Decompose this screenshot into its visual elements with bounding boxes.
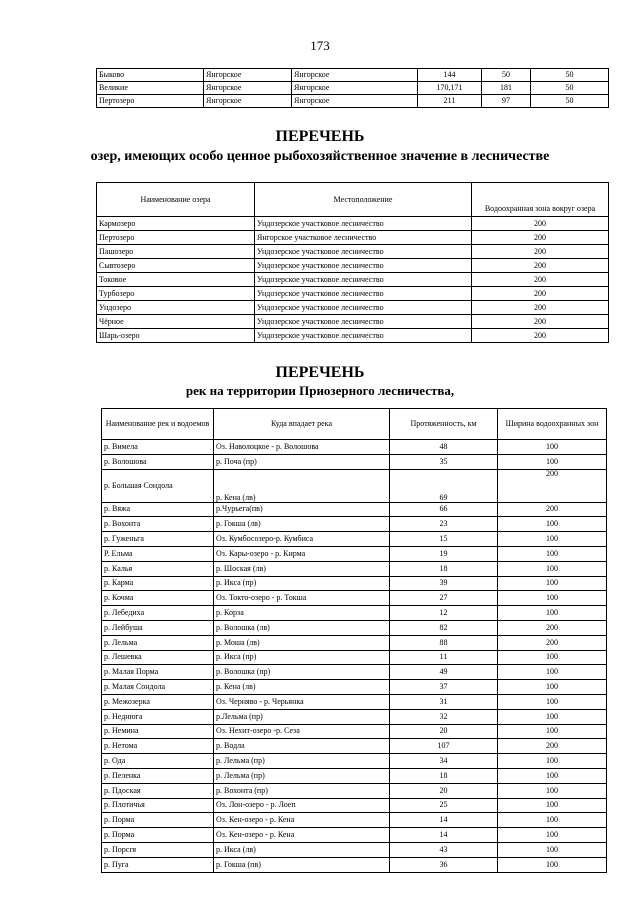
rivers-table-cell: 100 (498, 828, 607, 843)
rivers-table-cell: р. Гуженьга (102, 532, 214, 547)
rivers-table-cell: Оз. Наволоцкое - р. Волошова (214, 440, 390, 455)
lakes-header-row (97, 183, 609, 217)
lakes-table-cell: 200 (472, 217, 609, 231)
rivers-table-row (102, 469, 607, 502)
rivers-table-cell: 14 (390, 828, 498, 843)
rivers-table-cell: 18 (390, 561, 498, 576)
rivers-table-cell: Р. Ельма (102, 546, 214, 561)
lakes-table-cell: Пашозеро (97, 245, 255, 259)
rivers-table-row (102, 454, 607, 469)
rivers-table-cell: 82 (390, 620, 498, 635)
rivers-table-cell: р. Пуга (102, 857, 214, 872)
lakes-table-cell: 200 (472, 273, 609, 287)
rivers-table-cell: 100 (498, 768, 607, 783)
rivers-table-row (102, 739, 607, 754)
page-number: 173 (310, 38, 330, 53)
lakes-table (96, 182, 609, 343)
rivers-table-cell: 100 (498, 454, 607, 469)
lakes-header-zone: Водоохранная зона вокруг озера (472, 183, 609, 217)
top-table-cell: 50 (482, 69, 531, 82)
rivers-table-cell: 88 (390, 635, 498, 650)
rivers-header-width: Ширина водоохранных зон (498, 409, 607, 440)
rivers-table-cell: р.Лельма (пр) (214, 709, 390, 724)
rivers-table-cell: 200 (498, 635, 607, 650)
rivers-table-cell: 11 (390, 650, 498, 665)
rivers-table-cell: 200 (498, 469, 607, 502)
rivers-table-cell: 39 (390, 576, 498, 591)
lakes-table-cell: Янгорское участковое лесничество (255, 231, 472, 245)
lakes-table-cell: Ундозерское участковое лесничество (255, 273, 472, 287)
lakes-table-row (97, 245, 609, 259)
lakes-title: ПЕРЕЧЕНЬ (275, 128, 365, 145)
rivers-table-cell: 43 (390, 842, 498, 857)
rivers-table-cell: 100 (498, 546, 607, 561)
rivers-table-cell: Оз. Нехит-озеро -р. Сеза (214, 724, 390, 739)
rivers-table-cell: р. Немина (102, 724, 214, 739)
rivers-table-cell: р. Лельма (102, 635, 214, 650)
rivers-table-cell: р. Икса (пр) (214, 576, 390, 591)
rivers-table-cell: 100 (498, 709, 607, 724)
rivers-table-cell: р. Карма (102, 576, 214, 591)
rivers-table-cell: р. Лейбуша (102, 620, 214, 635)
rivers-table-row (102, 502, 607, 517)
lakes-table-cell: Ундозерское участковое лесничество (255, 301, 472, 315)
lakes-table-row (97, 231, 609, 245)
rivers-table-cell: 100 (498, 665, 607, 680)
lakes-table-cell: Кармозеро (97, 217, 255, 231)
rivers-table-cell: 200 (498, 502, 607, 517)
rivers-table-cell: р. Плотичья (102, 798, 214, 813)
rivers-table-cell: р. Межозерка (102, 694, 214, 709)
rivers-table-cell: р. Лельма (пр) (214, 768, 390, 783)
rivers-table-cell: р. Нетома (102, 739, 214, 754)
rivers-table-cell: р. Волошка (лв) (214, 620, 390, 635)
top-table-row (97, 69, 609, 82)
rivers-table-cell: р. Гокша (пв) (214, 857, 390, 872)
top-table-cell: Янгорское (204, 95, 292, 108)
lakes-table-cell: Ундозерское участковое лесничество (255, 245, 472, 259)
rivers-table-cell: 66 (390, 502, 498, 517)
lakes-table-row (97, 301, 609, 315)
rivers-table-row (102, 665, 607, 680)
rivers-table-cell: 20 (390, 724, 498, 739)
rivers-table-cell: 49 (390, 665, 498, 680)
rivers-table-row (102, 754, 607, 769)
rivers-table-row (102, 532, 607, 547)
rivers-table-cell: 20 (390, 783, 498, 798)
rivers-table-cell: 48 (390, 440, 498, 455)
rivers-table-row (102, 694, 607, 709)
lakes-table-cell: 200 (472, 315, 609, 329)
rivers-table-row (102, 440, 607, 455)
top-table-cell: Янгорское (292, 95, 418, 108)
rivers-table-cell: р. Вяжа (102, 502, 214, 517)
top-table-row (97, 95, 609, 108)
rivers-table-row (102, 576, 607, 591)
rivers-table-row (102, 724, 607, 739)
lakes-table-row (97, 259, 609, 273)
rivers-table-cell: р. Икса (лв) (214, 842, 390, 857)
rivers-table-row (102, 813, 607, 828)
lakes-table-cell: Пертозеро (97, 231, 255, 245)
rivers-table-cell: р. Гокша (лв) (214, 517, 390, 532)
top-table-cell: Янгорское (292, 69, 418, 82)
rivers-table-cell: р. Кена (лв) (214, 680, 390, 695)
rivers-table-cell: 100 (498, 798, 607, 813)
lakes-table-row (97, 273, 609, 287)
rivers-table-cell: 100 (498, 440, 607, 455)
rivers-table-row (102, 798, 607, 813)
rivers-header-mouth: Куда впадает река (214, 409, 390, 440)
top-table-cell: 211 (418, 95, 482, 108)
top-table-cell: Янгорское (204, 69, 292, 82)
rivers-table-cell: 100 (498, 857, 607, 872)
rivers-table-row (102, 650, 607, 665)
lakes-table-cell: Турбозеро (97, 287, 255, 301)
rivers-table-cell: 25 (390, 798, 498, 813)
lakes-table-cell: 200 (472, 231, 609, 245)
top-table-cell: Быково (97, 69, 204, 82)
lakes-table-cell: 200 (472, 287, 609, 301)
lakes-table-row (97, 315, 609, 329)
rivers-table-cell: 15 (390, 532, 498, 547)
rivers-table-cell: р. Волошка (пр) (214, 665, 390, 680)
lakes-table-cell: Токовое (97, 273, 255, 287)
top-table (96, 68, 609, 108)
rivers-table-cell: 100 (498, 561, 607, 576)
rivers-table-cell: 18 (390, 768, 498, 783)
rivers-title: ПЕРЕЧЕНЬ (275, 364, 365, 381)
lakes-table-row (97, 217, 609, 231)
rivers-table-cell: 69 (390, 469, 498, 502)
top-table-cell: Пертозеро (97, 95, 204, 108)
rivers-table-cell: р. Вохонта (пр) (214, 783, 390, 798)
rivers-table-cell: 107 (390, 739, 498, 754)
rivers-table-cell: р. Большая Сондола (102, 469, 214, 502)
rivers-header-row (102, 409, 607, 440)
rivers-table-cell: р. Корза (214, 606, 390, 621)
rivers-table-cell: р. Вохонта (102, 517, 214, 532)
rivers-table-cell: р. Порма (102, 813, 214, 828)
rivers-table-row (102, 635, 607, 650)
lakes-table-cell: 200 (472, 259, 609, 273)
top-table-cell: Янгорское (204, 82, 292, 95)
lakes-header-location: Местоположение (255, 183, 472, 217)
lakes-table-cell: Ундозерское участковое лесничество (255, 287, 472, 301)
rivers-table-row (102, 768, 607, 783)
lakes-table-cell: 200 (472, 329, 609, 343)
rivers-table-cell: р. Пеленка (102, 768, 214, 783)
rivers-table-cell: р. Почa (пр) (214, 454, 390, 469)
rivers-table-row (102, 606, 607, 621)
rivers-table-cell: р. Кена (лв) (214, 469, 390, 502)
rivers-table-row (102, 591, 607, 606)
rivers-table-cell: 200 (498, 739, 607, 754)
lakes-table-cell: 200 (472, 245, 609, 259)
rivers-table-row (102, 546, 607, 561)
rivers-table-cell: р. Моша (лв) (214, 635, 390, 650)
rivers-table-cell: р. Волошова (102, 454, 214, 469)
lakes-table-cell: Ундозеро (97, 301, 255, 315)
rivers-table-cell: 200 (498, 620, 607, 635)
rivers-table-cell: р. Калья (102, 561, 214, 576)
lakes-table-cell: 200 (472, 301, 609, 315)
rivers-table-cell: р. Водла (214, 739, 390, 754)
rivers-table-cell: 100 (498, 606, 607, 621)
rivers-table-cell: 100 (498, 650, 607, 665)
rivers-table-cell: 100 (498, 517, 607, 532)
rivers-table-cell: р. Неднюга (102, 709, 214, 724)
rivers-table-cell: р. Малая Порма (102, 665, 214, 680)
rivers-table-row (102, 842, 607, 857)
rivers-table-cell: 100 (498, 694, 607, 709)
rivers-table-cell: р. Лельма (пр) (214, 754, 390, 769)
rivers-table-cell: 100 (498, 754, 607, 769)
rivers-table-cell: 100 (498, 680, 607, 695)
rivers-table-cell: Оз. Токто-озеро - р. Токша (214, 591, 390, 606)
rivers-table-cell: 100 (498, 783, 607, 798)
top-table-cell: Великие (97, 82, 204, 95)
rivers-table-cell: р.Чурьега(пв) (214, 502, 390, 517)
rivers-table-cell: р. Шоская (лв) (214, 561, 390, 576)
lakes-table-cell: Шарь-озеро (97, 329, 255, 343)
rivers-table-cell: р. Вимела (102, 440, 214, 455)
lakes-table-cell: Сывтозеро (97, 259, 255, 273)
rivers-table-cell: 23 (390, 517, 498, 532)
rivers-table-cell: р. Ода (102, 754, 214, 769)
rivers-table-cell: р. Пдоская (102, 783, 214, 798)
rivers-table-cell: Оз. Кумбосозеро-р. Кумбиса (214, 532, 390, 547)
lakes-header-name: Наименование озера (97, 183, 255, 217)
rivers-table-cell: р. Малая Сондола (102, 680, 214, 695)
rivers-table-cell: р. Кочма (102, 591, 214, 606)
rivers-table-cell: 37 (390, 680, 498, 695)
rivers-table-cell: Оз. Кары-озеро - р. Кирма (214, 546, 390, 561)
rivers-table-row (102, 561, 607, 576)
lakes-subtitle: озер, имеющих особо ценное рыбохозяйственное значение в лесничестве (90, 149, 550, 164)
top-table-cell: 170,171 (418, 82, 482, 95)
rivers-table-cell: р. Лебедиха (102, 606, 214, 621)
lakes-table-cell: Ундозерское участковое лесничество (255, 329, 472, 343)
rivers-table-cell: р. Лешевка (102, 650, 214, 665)
lakes-table-cell: Ундозерское участковое лесничество (255, 259, 472, 273)
rivers-table-cell: Оз. Кен-озеро - р. Кена (214, 813, 390, 828)
lakes-table-row (97, 287, 609, 301)
rivers-table-row (102, 828, 607, 843)
rivers-table (101, 408, 607, 873)
rivers-table-row (102, 709, 607, 724)
rivers-table-cell: 35 (390, 454, 498, 469)
top-table-row (97, 82, 609, 95)
rivers-table-cell: 36 (390, 857, 498, 872)
top-table-cell: Янгорское (292, 82, 418, 95)
rivers-table-cell: 100 (498, 591, 607, 606)
rivers-table-cell: 100 (498, 576, 607, 591)
rivers-table-cell: 27 (390, 591, 498, 606)
rivers-header-name: Наименование рек и водоемов (102, 409, 214, 440)
rivers-table-cell: 19 (390, 546, 498, 561)
rivers-table-row (102, 620, 607, 635)
rivers-table-cell: 100 (498, 532, 607, 547)
lakes-table-cell: Ундозерское участковое лесничество (255, 217, 472, 231)
rivers-table-cell: Оз. Лон-озеро - р. Лоеп (214, 798, 390, 813)
rivers-table-row (102, 517, 607, 532)
rivers-table-cell: 100 (498, 842, 607, 857)
lakes-table-cell: Чёрное (97, 315, 255, 329)
rivers-table-cell: 14 (390, 813, 498, 828)
lakes-table-row (97, 329, 609, 343)
top-table-cell: 181 (482, 82, 531, 95)
rivers-subtitle: рек на территории Приозерного лесничества, (185, 383, 455, 398)
lakes-table-cell: Ундозерское участковое лесничество (255, 315, 472, 329)
rivers-table-cell: 31 (390, 694, 498, 709)
top-table-cell: 144 (418, 69, 482, 82)
rivers-table-cell: р. Порма (102, 828, 214, 843)
rivers-table-cell: 34 (390, 754, 498, 769)
rivers-table-cell: 32 (390, 709, 498, 724)
rivers-table-cell: 100 (498, 813, 607, 828)
top-table-cell: 50 (531, 95, 609, 108)
top-table-cell: 50 (531, 82, 609, 95)
rivers-table-row (102, 857, 607, 872)
rivers-table-cell: р. Порсгя (102, 842, 214, 857)
rivers-table-cell: р. Икса (пр) (214, 650, 390, 665)
top-table-cell: 50 (531, 69, 609, 82)
rivers-header-length: Протяженность, км (390, 409, 498, 440)
rivers-table-cell: 100 (498, 724, 607, 739)
rivers-table-cell: Оз. Кен-озеро - р. Кена (214, 828, 390, 843)
rivers-table-cell: Оз. Черняво - р. Черьянка (214, 694, 390, 709)
top-table-cell: 97 (482, 95, 531, 108)
rivers-table-row (102, 680, 607, 695)
rivers-table-row (102, 783, 607, 798)
rivers-table-cell: 12 (390, 606, 498, 621)
